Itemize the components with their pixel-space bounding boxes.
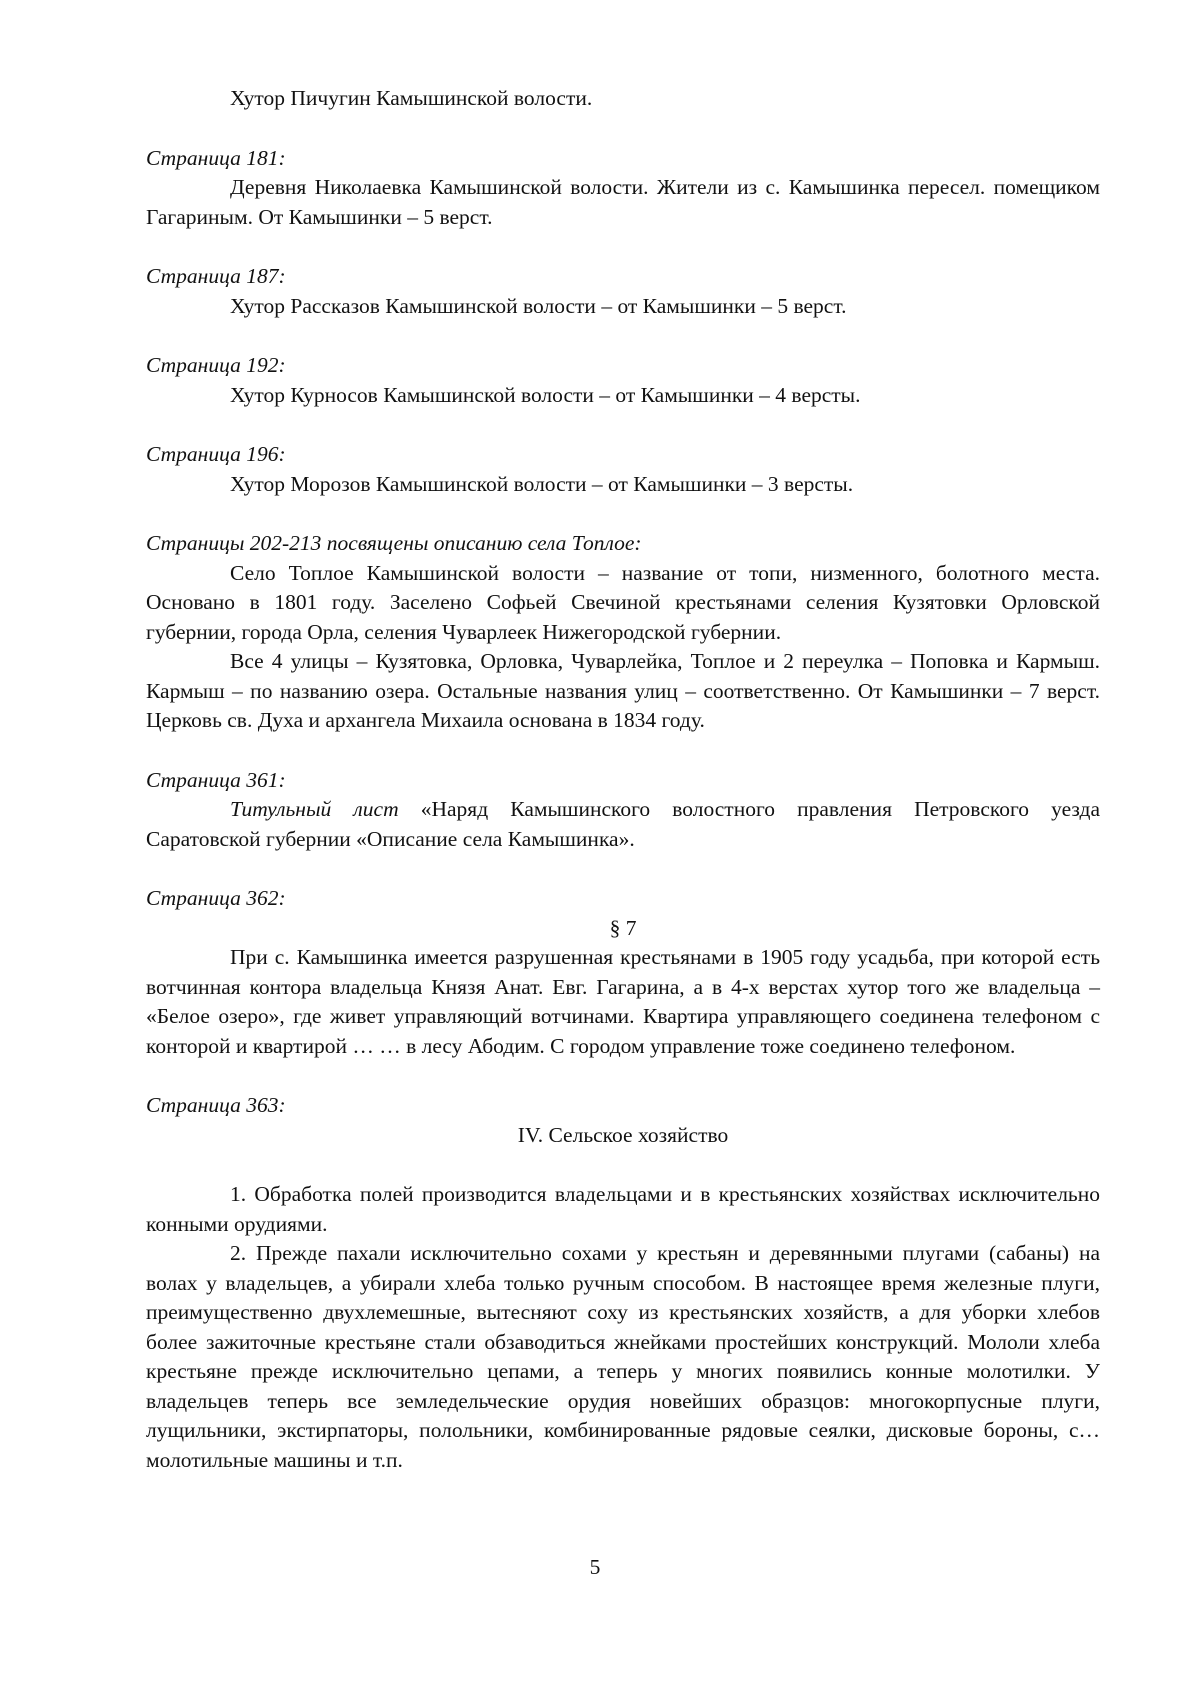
- page-ref-196: Страница 196:: [146, 442, 286, 466]
- page-ref-202-213: Страницы 202-213 посвящены описанию села Топлое:: [146, 531, 642, 555]
- page-ref-192: Страница 192:: [146, 353, 286, 377]
- title-sheet-text: «Наряд Камышинского волостного правления Петровского уезда Саратовской губернии «Описание села Камышинка».: [146, 797, 1100, 851]
- paragraph-nikolaevka: Деревня Николаевка Камышинской волости. Жители из с. Камышинка пересел. помещиком Гагариным. От Камышинки – 5 верст.: [146, 175, 1100, 229]
- document-body: [146, 84, 1100, 1475]
- spacer: [146, 499, 1100, 529]
- page-ref-362: Страница 362:: [146, 886, 286, 910]
- page-ref-181: Страница 181:: [146, 145, 286, 170]
- spacer: [146, 1061, 1100, 1091]
- section-heading-7: § 7: [609, 915, 637, 940]
- spacer: [146, 1150, 1100, 1180]
- paragraph-agriculture-1: 1. Обработка полей производится владельцами и в крестьянских хозяйствах исключительно конными орудиями.: [146, 1182, 1100, 1236]
- spacer: [146, 854, 1100, 884]
- spacer: [146, 232, 1100, 262]
- intro-paragraph: Хутор Пичугин Камышинской волости.: [230, 86, 593, 110]
- paragraph-morozov: Хутор Морозов Камышинской волости – от Камышинки – 3 версты.: [230, 471, 854, 496]
- spacer: [146, 114, 1100, 144]
- spacer: [146, 321, 1100, 351]
- paragraph-agriculture-2: 2. Прежде пахали исключительно сохами у крестьян и деревянными плугами (сабаны) на волах у владельцев, а убирали хлеба только ручным способом. В настоящее время железные плуги, преимущественно двухлемешные, вытесняют соху из крестьянских хозяйств, а для уборки хлебов более зажиточные крестьяне стали обзаводиться жнейками простейших конструкций. Мололи хлеба крестьяне прежде исключительно цепами, а теперь у многих появились конные молотилки. У владельцев теперь все земледельческие орудия новейших образцов: многокорпусные плуги, лущильники, экстирпаторы, полольники, комбинированные рядовые сеялки, дисковые бороны, с… молотильные машины и т.п.: [146, 1241, 1100, 1472]
- spacer: [146, 410, 1100, 440]
- italic-lead: Титульный лист: [230, 797, 399, 821]
- page-ref-361: Страница 361:: [146, 767, 286, 792]
- paragraph-rasskazov: Хутор Рассказов Камышинской волости – от Камышинки – 5 верст.: [230, 293, 847, 318]
- paragraph-title-sheet: [146, 795, 1100, 854]
- page-number: 5: [589, 1555, 601, 1579]
- page-ref-363: Страница 363:: [146, 1093, 286, 1117]
- page-ref-187: Страница 187:: [146, 264, 286, 288]
- paragraph-estate: При с. Камышинка имеется разрушенная крестьянами в 1905 году усадьба, при которой есть вотчинная контора владельца Князя Анат. Евг. Гагарина, а в 4-х верстах хутор того же владельца – «Белое озеро», где живет управляющий вотчинами. Квартира управляющего соединена телефоном с конторой и квартирой … … в лесу Абодим. С городом управление тоже соединено телефоном.: [146, 945, 1100, 1058]
- paragraph-toploe-2: Все 4 улицы – Кузятовка, Орловка, Чуварлейка, Топлое и 2 переулка – Поповка и Кармыш. Кармыш – по названию озера. Остальные названия улиц – соответственно. От Камышинки – 7 верст. Церковь св. Духа и архангела Михаила основана в 1834 году.: [146, 649, 1100, 732]
- paragraph-kurnosov: Хутор Курносов Камышинской волости – от Камышинки – 4 версты.: [230, 382, 861, 407]
- paragraph-toploe-1: Село Топлое Камышинской волости – название от топи, низменного, болотного места. Основано в 1801 году. Заселено Софьей Свечиной крестьянами селения Кузятовки Орловской губернии, города Орла, селения Чуварлеек Нижегородской губернии.: [146, 560, 1100, 644]
- spacer: [146, 736, 1100, 766]
- chapter-heading-agriculture: IV. Сельское хозяйство: [517, 1122, 729, 1147]
